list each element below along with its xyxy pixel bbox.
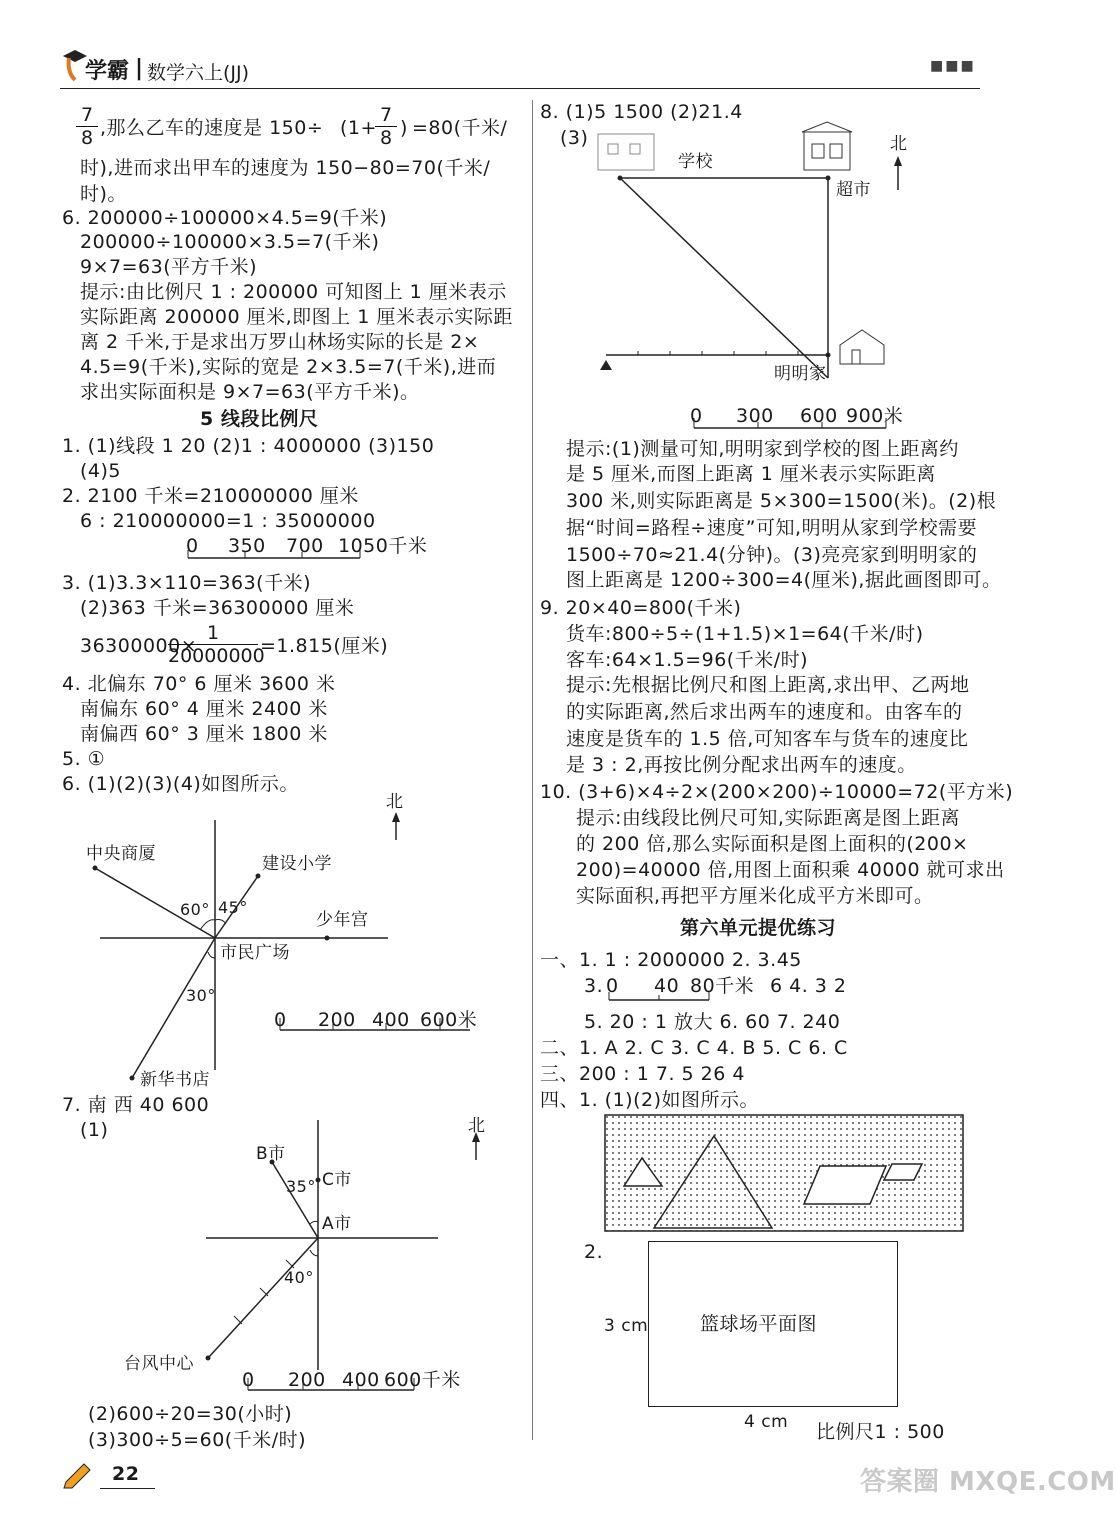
q6-hint5: 求出实际面积是 9×7=63(平方千米)。 <box>80 381 420 403</box>
q9-hint1: 提示:先根据比例尺和图上距离,求出甲、乙两地 <box>566 674 970 696</box>
fraction-7-8-b <box>375 104 397 149</box>
court-title: 篮球场平面图 <box>700 1313 818 1335</box>
q6-line3: 9×7=63(平方千米) <box>80 256 258 278</box>
watermark: 答案圈 MXQE.COM <box>860 1467 1116 1497</box>
fig8-scale-0: 0 <box>690 405 703 427</box>
fraction-7-8 <box>76 104 98 149</box>
u1c-line: 5. 20 : 1 放大 6. 60 7. 240 <box>584 1011 841 1033</box>
header-rule <box>60 88 980 89</box>
fig6-north: 北 <box>386 792 404 812</box>
grid-figure <box>604 1114 966 1234</box>
u3-line: 三、200 : 1 7. 5 26 4 <box>540 1063 745 1085</box>
school-icon <box>598 134 654 170</box>
figure-7-typhoon <box>150 1110 490 1400</box>
q6-hint3: 离 2 千米,于是求出万罗山林场实际的长是 2× <box>80 331 480 353</box>
fig7-label-b: B市 <box>256 1144 286 1164</box>
u2-line: 二、1. A 2. C 3. C 4. B 5. C 6. C <box>540 1037 848 1059</box>
q6-hint1: 提示:由比例尺 1 : 200000 可知图上 1 厘米表示 <box>80 281 507 303</box>
unit-6-title: 第六单元提优练习 <box>680 917 837 939</box>
fraction-1-20000000 <box>168 622 265 667</box>
frac-den: 8 <box>375 126 397 149</box>
a3c-right: =1.815(厘米) <box>260 635 389 657</box>
a7d-line: (3)300÷5=60(千米/时) <box>88 1429 307 1451</box>
fig6-label-square: 市民广场 <box>220 943 290 963</box>
frac-den: 8 <box>76 126 98 149</box>
fig7-angle-40: 40° <box>284 1268 314 1287</box>
a3c-left: 36300000× <box>80 635 198 657</box>
a2-line: 2. 2100 千米=210000000 厘米 <box>62 485 359 507</box>
fig6-label-school: 建设小学 <box>262 854 332 874</box>
a4-line3: 南偏西 60° 3 厘米 1800 米 <box>80 723 328 745</box>
frac-num: 7 <box>379 104 393 126</box>
a7c-line: (2)600÷20=30(小时) <box>88 1403 293 1425</box>
q6-line2: 200000÷100000×3.5=7(千米) <box>80 231 380 253</box>
q10-hint4: 实际面积,再把平方厘米化成平方米即可。 <box>576 885 934 907</box>
fig6-label-center: 中央商厦 <box>86 844 156 864</box>
hint8-4: 据“时间=路程÷速度”可知,明明从家到学校需要 <box>566 517 978 539</box>
house-icon <box>840 330 884 364</box>
a3b-line: (2)363 千米=36300000 厘米 <box>80 597 355 619</box>
hint8-6: 图上距离是 1200÷300=4(厘米),据此画图即可。 <box>566 569 1002 591</box>
fig8-north: 北 <box>890 134 908 154</box>
q10-line1: 10. (3+6)×4÷2×(200×200)÷10000=72(平方米) <box>540 781 1014 803</box>
q9-line1: 9. 20×40=800(千米) <box>540 597 742 619</box>
fig6-angle-30: 30° <box>186 986 216 1005</box>
u1b-scale-2: 80千米 <box>690 975 755 997</box>
a5-line: 5. ① <box>62 748 106 770</box>
scale-q2-1: 350 <box>228 535 266 557</box>
u4b-line: 2. <box>584 1241 604 1263</box>
page-header <box>55 48 985 88</box>
q8-line: 8. (1)5 1500 (2)21.4 <box>540 101 743 123</box>
page-number: 22 <box>112 1463 140 1485</box>
u1b-pre: 3. <box>584 975 604 997</box>
text-l1-open: (1+ <box>340 117 377 139</box>
q9-line2: 货车:800÷5÷(1+1.5)×1=64(千米/时) <box>566 623 924 645</box>
text-l1a: ,那么乙车的速度是 150÷ <box>100 117 324 139</box>
a1b-line: (4)5 <box>80 460 122 482</box>
q10-hint2: 的 200 倍,那么实际面积是图上面积的(200× <box>576 833 969 855</box>
fig8-scale-1: 300 <box>736 405 774 427</box>
fig7-label-a: A市 <box>322 1214 352 1234</box>
scale-q2-2: 700 <box>286 535 324 557</box>
q9-hint4: 是 3 : 2,再按比例分配求出两车的速度。 <box>566 754 917 776</box>
hint8-1: 提示:(1)测量可知,明明家到学校的图上距离约 <box>566 438 959 460</box>
hint8-5: 1500÷70≈21.4(分钟)。(3)亮亮家到明明家的 <box>566 544 978 566</box>
text-l2: 时),进而求出甲车的速度为 150−80=70(千米/ <box>80 157 491 179</box>
fig6-label-palace: 少年宫 <box>316 910 369 930</box>
fig8-label-market: 超市 <box>836 180 871 200</box>
q10-hint3: 200)=40000 倍,用图上面积乘 40000 就可求出 <box>576 859 1005 881</box>
fig6-angle-60: 60° <box>180 900 210 919</box>
text-l1b: =80(千米/ <box>412 117 508 139</box>
q8b-line: (3) <box>560 127 589 149</box>
pencil-icon <box>62 1458 96 1488</box>
column-divider <box>532 100 533 1440</box>
u1-line: 一、1. 1 : 2000000 2. 3.45 <box>540 949 802 971</box>
fig6-scale-0: 0 <box>274 1009 287 1031</box>
fig6-scale-1: 200 <box>318 1009 356 1031</box>
fig8-scale-3: 900米 <box>846 405 904 427</box>
frac-den: 20000000 <box>168 645 265 667</box>
hint8-3: 300 米,则实际距离是 5×300=1500(米)。(2)根 <box>566 490 997 512</box>
fig6-angle-45: 45° <box>218 898 248 917</box>
fig6-scale-3: 600米 <box>420 1009 478 1031</box>
fig7-angle-35: 35° <box>286 1177 316 1196</box>
fig6-scale-2: 400 <box>372 1009 410 1031</box>
section-5-title: 5 线段比例尺 <box>200 408 319 430</box>
q6-line1: 6. 200000÷100000×4.5=9(千米) <box>62 207 388 229</box>
u1b-scale-0: 0 <box>606 975 619 997</box>
a6-line: 6. (1)(2)(3)(4)如图所示。 <box>62 773 299 795</box>
a7b-line: (1) <box>80 1119 109 1141</box>
court-width-label: 4 cm <box>744 1412 789 1432</box>
figure-6-directions <box>90 790 510 1100</box>
page-number-rule <box>100 1488 155 1489</box>
fig8-label-home: 明明家 <box>774 364 827 384</box>
a4-line1: 4. 北偏东 70° 6 厘米 3600 米 <box>62 673 336 695</box>
text-l1-close: ) <box>400 117 408 139</box>
fig7-label-typhoon: 台风中心 <box>124 1354 194 1374</box>
fig7-scale-2: 400 <box>342 1369 380 1391</box>
q6-hint2: 实际距离 200000 厘米,即图上 1 厘米表示实际距 <box>80 306 513 328</box>
fig8-scale-2: 600 <box>800 405 838 427</box>
court-height-label: 3 cm <box>604 1316 649 1336</box>
fig6-label-bookstore: 新华书店 <box>140 1070 210 1090</box>
market-icon <box>802 122 852 170</box>
a4-line2: 南偏东 60° 4 厘米 2400 米 <box>80 698 328 720</box>
q9-line3: 客车:64×1.5=96(千米/时) <box>566 649 809 671</box>
scale-bar-u1 <box>605 990 715 1004</box>
q9-hint3: 速度是货车的 1.5 倍,可知客车与货车的速度比 <box>566 728 969 750</box>
frac-num: 1 <box>206 622 220 644</box>
hint8-2: 是 5 厘米,而图上距离 1 厘米表示实际距离 <box>566 463 936 485</box>
u4-line: 四、1. (1)(2)如图所示。 <box>540 1089 759 1111</box>
fig7-label-c: C市 <box>322 1170 352 1190</box>
text-l3: 时)。 <box>80 183 127 205</box>
figure-8-map <box>590 120 920 390</box>
scale-q2-3: 1050千米 <box>338 535 428 557</box>
q9-hint2: 的实际距离,然后求出两车的速度和。由客车的 <box>566 701 963 723</box>
fig7-scale-3: 600千米 <box>384 1369 461 1391</box>
fig7-north: 北 <box>468 1116 486 1136</box>
a3-line: 3. (1)3.3×110=363(千米) <box>62 572 311 594</box>
court-scale: 比例尺1 : 500 <box>816 1421 945 1443</box>
header-squares: ■■■ <box>930 58 976 74</box>
q6-hint4: 4.5=9(千米),实际的宽是 2×3.5=7(千米),进而 <box>80 356 497 378</box>
a2b-line: 6 : 210000000=1 : 35000000 <box>80 510 376 532</box>
fig7-scale-0: 0 <box>242 1369 255 1391</box>
book-title: 数学六上(JJ) <box>147 62 250 84</box>
scale-q2-0: 0 <box>186 535 199 557</box>
a1-line: 1. (1)线段 1 20 (2)1 : 4000000 (3)150 <box>62 435 435 457</box>
a7-line: 7. 南 西 40 600 <box>62 1094 210 1116</box>
frac-num: 7 <box>80 104 94 126</box>
fig8-label-school: 学校 <box>678 152 713 172</box>
graduate-cap-icon <box>61 48 87 82</box>
header-separator: | <box>135 56 144 81</box>
u1b-post: 6 4. 3 2 <box>770 975 847 997</box>
q10-hint1: 提示:由线段比例尺可知,实际距离是图上距离 <box>576 807 960 829</box>
fig7-scale-1: 200 <box>288 1369 326 1391</box>
brand-title: 学霸 <box>85 58 130 84</box>
u1b-scale-1: 40 <box>654 975 680 997</box>
